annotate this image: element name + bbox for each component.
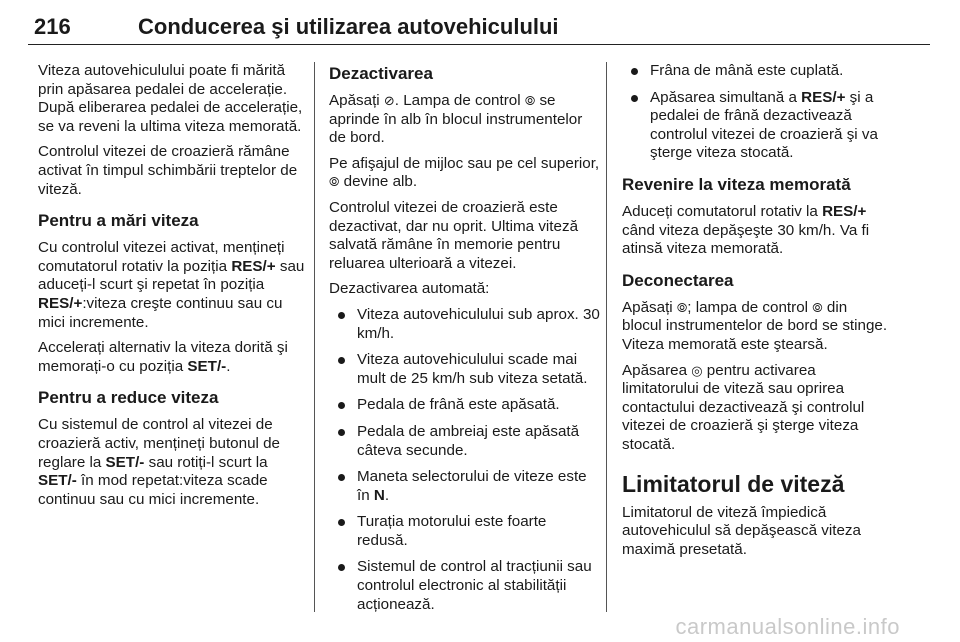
- cruise-cancel-icon: ⊘: [383, 93, 395, 108]
- list-item: Apăsarea simultană a RES/+ şi a pedalei de frână dezactivează controlul vitezei de croazieră şi va şterge viteza stocată.: [622, 89, 890, 163]
- cruise-control-icon: ⦾: [329, 174, 340, 190]
- column-1: [38, 62, 310, 516]
- page-number: 216: [34, 14, 71, 39]
- cruise-control-icon: ⦾: [812, 299, 823, 315]
- heading-reduce-speed: Pentru a reduce viteza: [38, 388, 219, 408]
- heading-increase-speed: Pentru a mări viteza: [38, 211, 199, 231]
- heading-speed-limiter: Limitatorul de viteză: [622, 470, 845, 497]
- heading-resume-speed: Revenire la viteza memorată: [622, 174, 851, 194]
- paragraph: Dezactivarea automată:: [329, 280, 490, 298]
- list-item: Viteza autovehiculului scade mai mult de 25 km/h sub viteza setată.: [329, 351, 601, 388]
- paragraph: Apăsarea ◎ pentru activarea limitatorului de viteză sau oprirea contactului dezactivează şi controlul vitezei de croazieră şi şterge viteza stocată.: [622, 361, 865, 453]
- auto-deactivation-list: [329, 306, 601, 614]
- auto-deactivation-list-continued: [622, 62, 890, 163]
- list-item: Pedala de ambreiaj este apăsată câteva secunde.: [329, 423, 601, 460]
- speed-limiter-icon: ◎: [691, 362, 703, 378]
- cruise-control-icon: ⦾: [676, 299, 688, 315]
- paragraph: Limitatorul de viteză împiedică autovehiculul să depăşească viteza maximă presetată.: [622, 503, 861, 558]
- list-item: Turația motorului este foarte redusă.: [329, 513, 601, 550]
- paragraph: Controlul vitezei de croazieră rămâne activat în timpul schimbării treptelor de viteză.: [38, 143, 298, 198]
- cruise-control-icon: ⦾: [524, 93, 536, 108]
- list-item: Frâna de mână este cuplată.: [622, 62, 890, 81]
- column-2: [329, 62, 601, 622]
- list-item: Pedala de frână este apăsată.: [329, 396, 601, 415]
- list-item: Viteza autovehiculului sub aprox. 30 km/h.: [329, 306, 601, 343]
- paragraph: Controlul vitezei de croazieră este dezactivat, dar nu oprit. Ultima viteză salvată rămâne în memorie pentru reluarea ulterioară a vitezei.: [329, 198, 579, 272]
- paragraph: Apăsați ⊘. Lampa de control ⦾ se aprinde în alb în blocul instrumentelor de bord.: [329, 92, 583, 147]
- paragraph: Viteza autovehiculului poate fi mărită prin apăsarea pedalei de accelerație. După eliberarea pedalei de accelerație, se va reveni la ultima viteza memorată.: [38, 62, 303, 135]
- list-item: Maneta selectorului de viteze este în N.: [329, 468, 601, 505]
- column-divider: [606, 62, 607, 612]
- paragraph: Aduceți comutatorul rotativ la RES/+ când viteza depăşeşte 30 km/h. Va fi atinsă viteza memorată.: [622, 202, 870, 258]
- watermark: carmanualsonline.info: [675, 614, 900, 639]
- heading-disconnect: Deconectarea: [622, 270, 734, 290]
- heading-deactivate: Dezactivarea: [329, 64, 433, 83]
- paragraph: Pe afişajul de mijloc sau pe cel superior, ⦾ devine alb.: [329, 154, 600, 191]
- page-title: Conducerea şi utilizarea autovehiculului: [138, 14, 559, 39]
- paragraph: Cu controlul vitezei activat, mențineți comutatorul rotativ la poziția RES/+ sau aduceți-l scurt şi repetat în poziția RES/+:viteza creşte continuu sau cu mici incremente.: [38, 239, 305, 331]
- list-item: Sistemul de control al tracțiunii sau controlul electronic al stabilității acționează.: [329, 558, 601, 614]
- paragraph: Apăsați ⦾; lampa de control ⦾ din blocul instrumentelor de bord se stinge. Viteza memorată este ştearsă.: [622, 298, 888, 353]
- column-3: [622, 62, 890, 566]
- column-divider: [314, 62, 315, 612]
- paragraph: Cu sistemul de control al vitezei de croazieră activ, mențineți butonul de reglare la SET/- sau rotiți-l scurt la SET/- în mod repetat:viteza scade continuu sau cu mici incremente.: [38, 416, 281, 508]
- page-header: [28, 4, 930, 45]
- paragraph: Accelerați alternativ la viteza dorită şi memorați-o cu poziția SET/-.: [38, 339, 288, 375]
